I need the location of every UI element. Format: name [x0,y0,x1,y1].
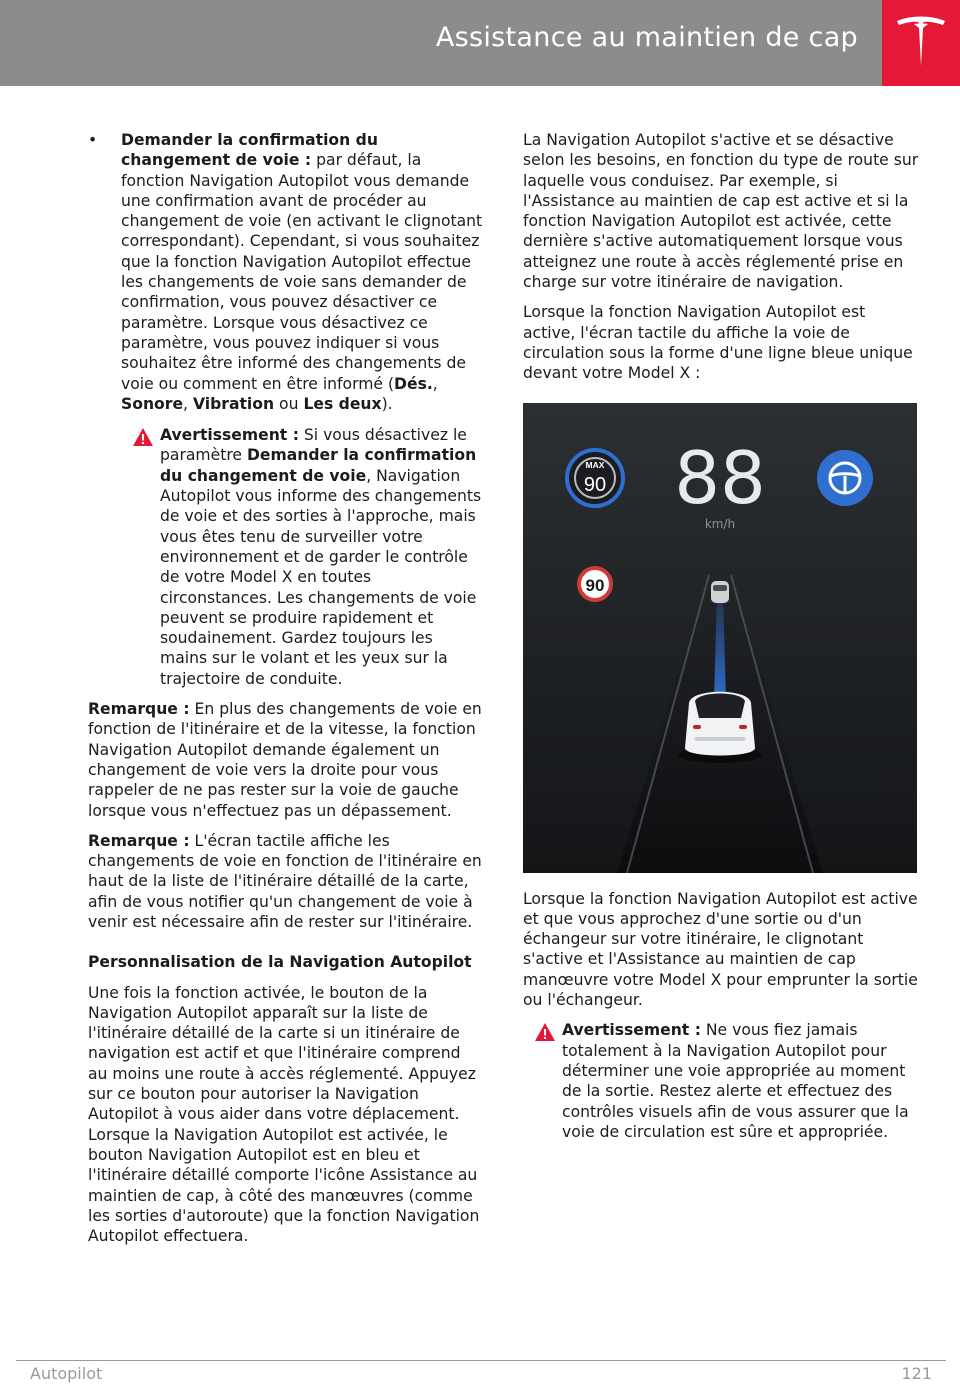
warning-label: Avertissement : [562,1021,701,1040]
warning-icon [133,428,153,446]
warning-icon [535,1023,555,1041]
ego-car [678,691,762,762]
max-speed-value: 90 [583,473,607,496]
option-off: Dés. [394,374,433,393]
separator: ou [274,394,304,413]
note-paragraph [88,699,484,821]
autopilot-dashboard-image [523,403,917,873]
section-heading: Personnalisation de la Navigation Autopilot [88,953,472,972]
option-vibration: Vibration [192,394,275,413]
option-both: Les deux [303,394,382,413]
max-speed-badge [567,450,623,506]
paragraph: Lorsque la fonction Navigation Autopilot est active, l'écran tactile du affiche la voie de circulation sous la forme d'une ligne bleue unique devant votre Model X : [523,303,913,383]
paragraph: Lorsque la fonction Navigation Autopilot est active et que vous approchez d'une sortie ou d'un échangeur sur votre itinéraire, le clignotant s'active et l'Assistance au maintien de cap manœuvre votre Model X pour emprunter la sortie ou l'échangeur. [523,889,918,1010]
bullet-end: ). [381,394,393,413]
page-header [0,0,960,86]
tesla-logo [882,0,960,86]
speed-limit-sign [579,568,611,600]
custom-paragraph: Une fois la fonction activée, le bouton de la Navigation Autopilot apparaît sur la liste de l'itinéraire détaillé de la carte si un itinéraire de navigation est actif et que l'itinéraire comprend au moins une route à accès réglementé. Appuyez sur ce bouton pour autoriser la Navigation Autopilot à vous aider dans votre déplacement. Lorsque la Navigation Autopilot est activée, le bouton Navigation Autopilot est en bleu et l'itinéraire détaillé comporte l'icône Assistance au maintien de cap, à côté des manœuvres (comme les sorties d'autoroute) que la fonction Navigation Autopilot effectuera. [88,983,480,1246]
warning-block [523,1020,921,1142]
lead-car [711,581,729,603]
sign-speed-value: 90 [585,575,605,595]
list-item [88,130,484,414]
warning-block [88,425,484,689]
footer-divider [16,1360,946,1361]
steering-wheel-icon [817,450,873,506]
separator: , [183,394,193,413]
page-number: 121 [901,1364,932,1383]
bullet-dot: • [88,131,98,149]
warning-text-2: , Navigation Autopilot vous informe des changements de voie et des sorties à l'approche, mais vous êtes tenu de surveiller votre environnement et de garder le contrôle de votre Model X en toutes circonstances. Les changements de voie peuvent se produire rapidement et soudainement. Gardez toujours les mains sur le volant et les yeux sur la trajectoire de conduite. [160,466,482,688]
bullet-title: Demander la confirmation du changement de voie : [121,131,378,170]
max-label: MAX [585,459,605,470]
warning-setting: Demander la confirmation du changement de voie [160,446,477,485]
paragraph: La Navigation Autopilot s'active et se désactive selon les besoins, en fonction du type de route sur laquelle vous conduisez. Par exemple, si l'Assistance au maintien de cap est active et si la fonction Navigation Autopilot est activée, cette dernière s'active automatiquement lorsque vous atteignez une route à accès réglementé prise en charge sur votre itinéraire de navigation. [523,131,919,292]
warning-text: Si vous désactivez le paramètre [160,426,467,465]
warning-text: Ne vous fiez jamais totalement à la Navigation Autopilot pour déterminer une voie appropriée au moment de la sortie. Restez alerte et effectuez des contrôles visuels afin de vous assurer que la voie de circulation est sûre et appropriée. [562,1021,909,1141]
bullet-text: par défaut, la fonction Navigation Autopilot vous demande une confirmation avant de procéder au changement de voie (en activant le clignotant correspondant). Cependant, si vous souhaitez que la fonction Navigation Autopilot effectue les changements de voie sans demander de confirmation, vous pouvez désactiver ce paramètre. Lorsque vous désactivez ce paramètre, vous pouvez indiquer si vous souhaitez être informé des changements de voie ou comment en être informé ( [121,151,483,393]
warning-label: Avertissement : [160,426,299,445]
footer-section: Autopilot [30,1364,103,1383]
separator: , [432,374,438,393]
note-label: Remarque : [88,831,190,850]
current-speed: 88 [674,435,766,520]
note-label: Remarque : [88,700,190,719]
note-text: L'écran tactile affiche les changements de voie en fonction de l'itinéraire en haut de la liste de l'itinéraire détaillé de la carte, afin de vous notifier qu'un changement de voie à venir est nécessaire afin de rester sur l'itinéraire. [88,831,482,931]
option-sound: Sonore [121,394,184,413]
left-column [88,130,484,1256]
note-text: En plus des changements de voie en fonction de l'itinéraire et de la vitesse, la fonction Navigation Autopilot demande également un changement de voie vers la droite pour vous rappeler de ne pas rester sur la voie de gauche lorsque vous n'effectuez pas un dépassement. [88,700,482,820]
right-column [523,130,921,1152]
page-title: Assistance au maintien de cap [435,22,858,53]
tesla-logo-icon [895,14,947,70]
speed-unit: km/h [704,516,736,531]
note-paragraph [88,831,484,932]
